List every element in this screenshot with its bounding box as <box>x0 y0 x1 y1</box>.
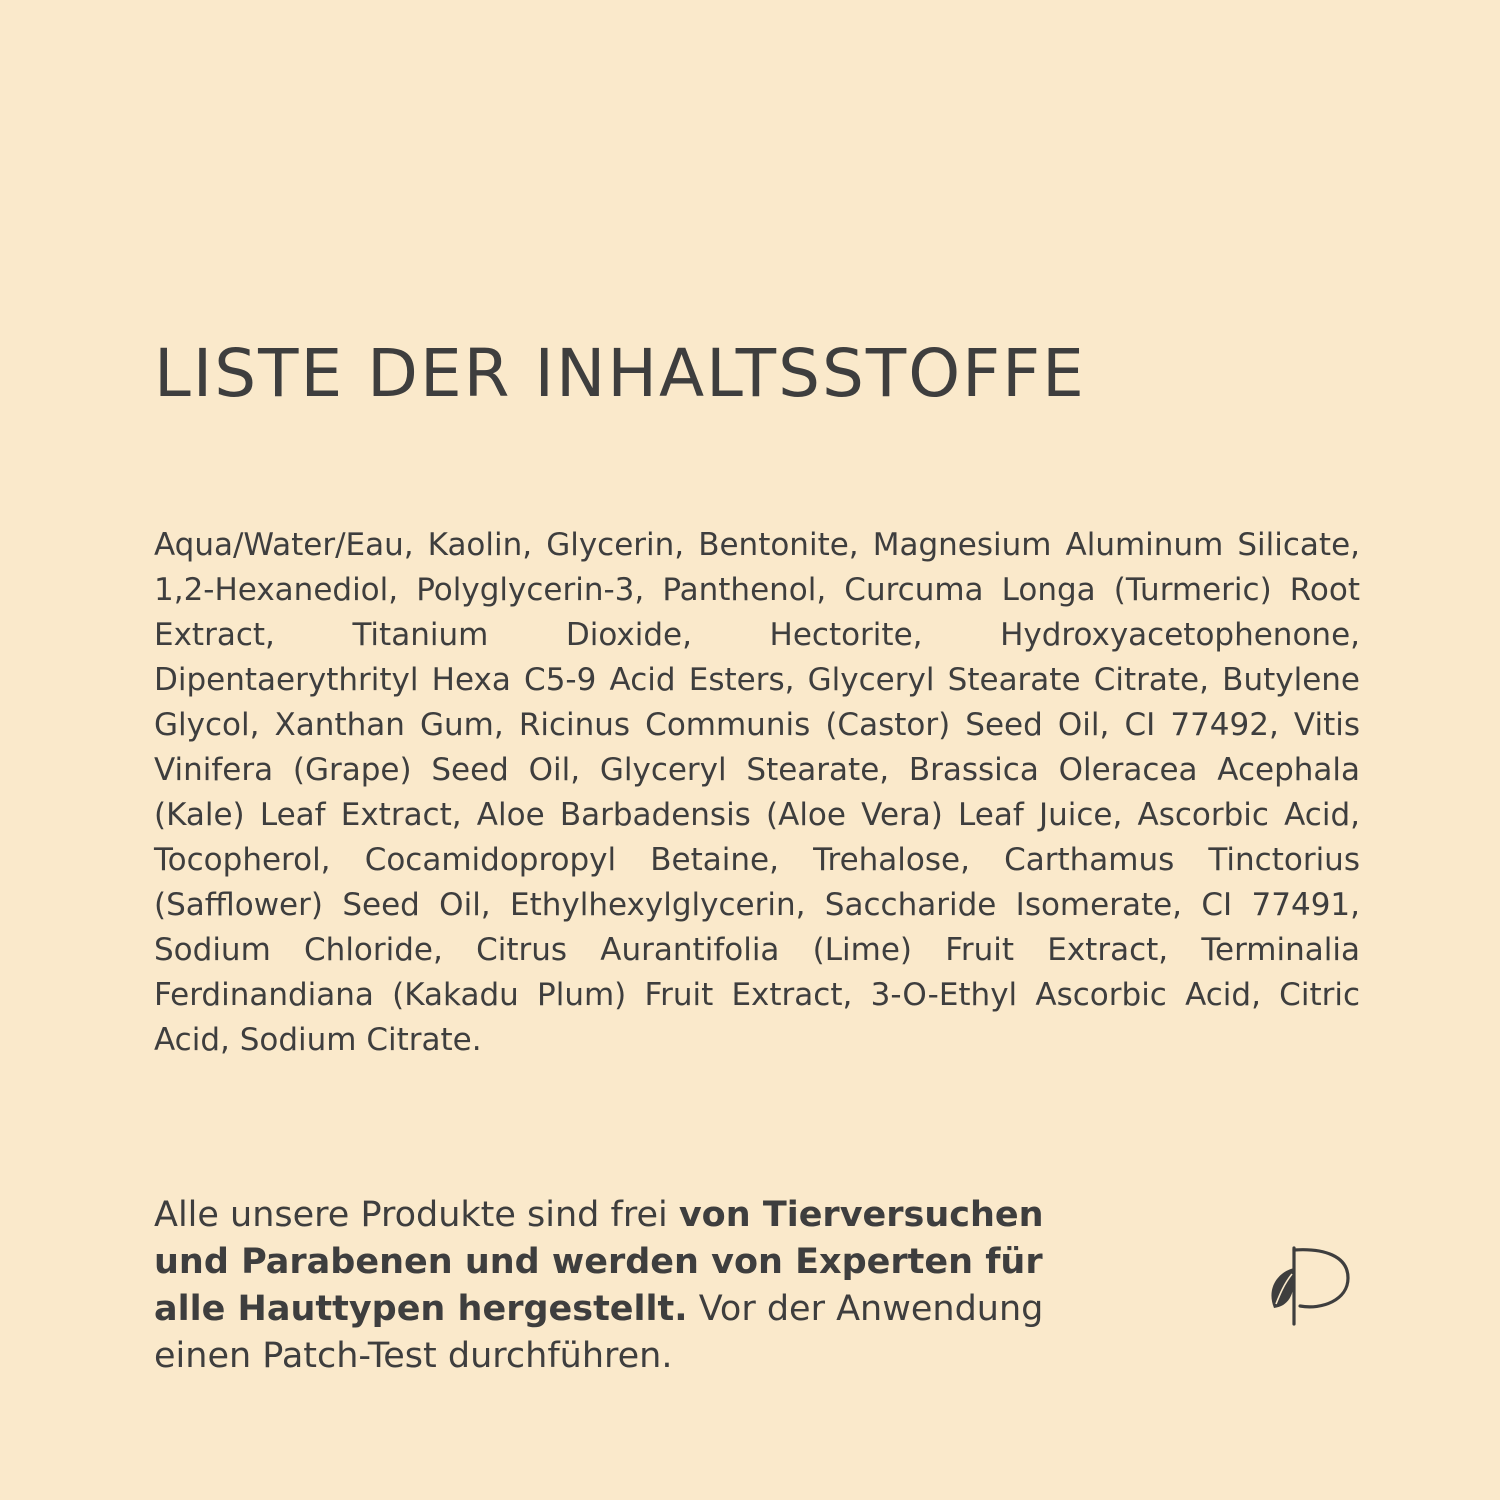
page-title: LISTE DER INHALTSSTOFFE <box>154 335 1086 412</box>
product-info-text-bold: von Tierversuchen und Parabenen und werden von Experten für alle Hauttypen hergestellt. <box>154 1195 1044 1329</box>
product-info-text <box>154 1192 1114 1380</box>
product-info-text-regular-end: Vor der Anwendung einen Patch-Test durchführen. <box>154 1289 1044 1376</box>
ingredients-list: Aqua/Water/Eau, Kaolin, Glycerin, Bentonite, Magnesium Aluminum Silicate, 1,2-Hexanediol, Polyglycerin-3, Panthenol, Curcuma Longa (Turmeric) Root Extract, Titanium Dioxide, Hectorite, Hydroxyacetophenone, Dipentaerythrityl Hexa C5-9 Acid Esters, Glyceryl Stearate Citrate, Butylene Glycol, Xanthan Gum, Ricinus Communis (Castor) Seed Oil, CI 77492, Vitis Vinifera (Grape) Seed Oil, Glyceryl Stearate, Brassica Oleracea Acephala (Kale) Leaf Extract, Aloe Barbadensis (Aloe Vera) Leaf Juice, Ascorbic Acid, Tocopherol, Cocamidopropyl Betaine, Trehalose, Carthamus Tinctorius (Safflower) Seed Oil, Ethylhexylglycerin, Saccharide Isomerate, CI 77491, Sodium Chloride, Citrus Aurantifolia (Lime) Fruit Extract, Terminalia Ferdinandiana (Kakadu Plum) Fruit Extract, 3-O-Ethyl Ascorbic Acid, Citric Acid, Sodium Citrate. <box>154 527 1360 1058</box>
brand-logo <box>1266 1244 1350 1328</box>
product-info-text-regular: Alle unsere Produkte sind frei <box>154 1195 679 1235</box>
leaf-p-monogram-icon <box>1266 1244 1350 1328</box>
